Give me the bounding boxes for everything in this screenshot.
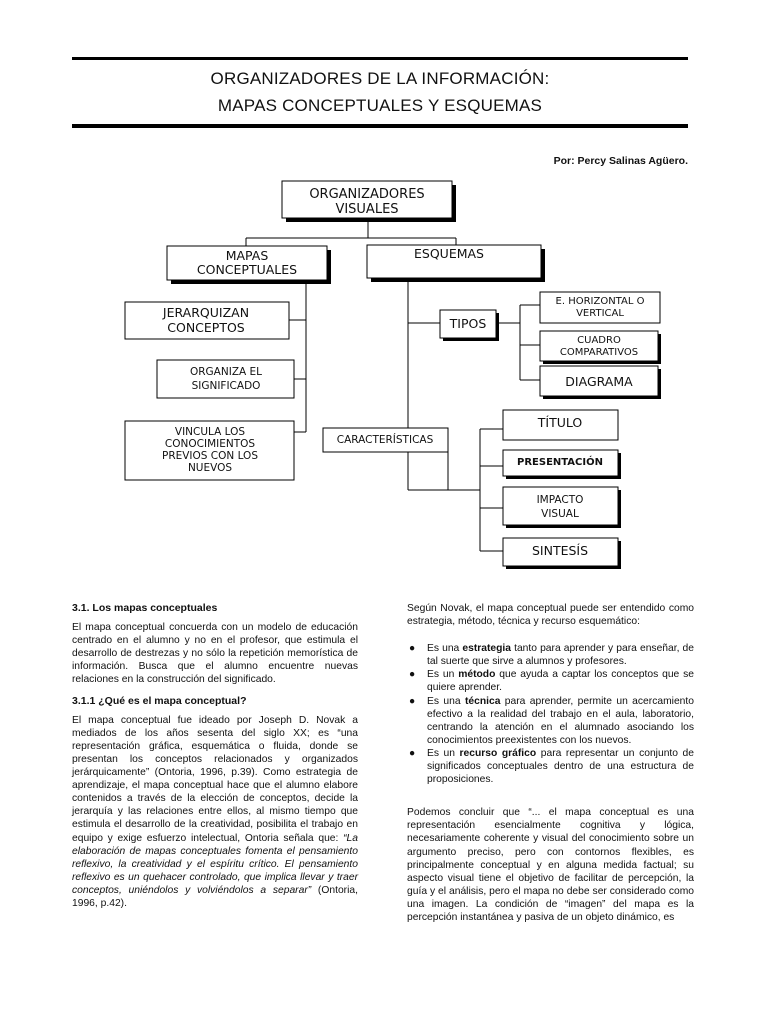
node-presentacion-label: PRESENTACIÓN	[517, 457, 603, 468]
node-horizontal-vertical	[540, 292, 660, 323]
node-impacto-line1: IMPACTO	[536, 494, 584, 506]
bullet-icon: ●	[409, 669, 416, 681]
paragraph-novak	[72, 714, 358, 910]
bullet-list	[407, 642, 694, 786]
left-column	[72, 602, 358, 910]
section-heading-3-1: 3.1. Los mapas conceptuales	[72, 602, 218, 614]
author-credit: Por: Percy Salinas Agüero.	[553, 155, 688, 167]
node-esquemas-label: ESQUEMAS	[414, 246, 484, 261]
paragraph-conclusion: Podemos concluir que “... el mapa conceptual es una representación esencialmente cognitiva y lógica, necesariamente coherente y visual del conocimiento sobre un argumento preciso, pero con contornos flexibles, es principalmente conceptual y en alguna medida factual; su aspecto visual tiene el objetivo de facilitar de percepción, la guía y el análisis, pero el mapa no debe ser considerado como una imagen. La condición de “imagen” del mapa es la percepción instantánea y pasiva de un objeto dinámico, es	[407, 807, 694, 923]
node-vincula-line2: CONOCIMIENTOS	[164, 438, 256, 450]
quote-ontoria: “La elaboración de mapas conceptuales fomenta el pensamiento reflexivo, la creatividad y el espíritu crítico. El pensamiento reflexivo es un quehacer controlado, que implica llevar y traer conceptos, uniéndolos y volviéndolos a separar”	[72, 832, 358, 896]
bullet-icon: ●	[409, 747, 416, 759]
node-mapas-line2: CONCEPTUALES	[196, 262, 298, 277]
node-cuadro-line2: COMPARATIVOS	[559, 347, 639, 358]
node-vincula-conocimientos	[125, 421, 294, 480]
node-vincula-line3: PREVIOS CON LOS	[161, 450, 259, 462]
node-tipos-label: TIPOS	[449, 316, 487, 331]
list-item: ● Es un recurso gráfico para representar un conjunto de significados conceptuales dentro de una estructura de proposiciones.	[409, 747, 694, 786]
node-titulo	[503, 410, 618, 440]
node-jerarquizan-line2: CONCEPTOS	[167, 320, 245, 335]
node-mapas-line1: MAPAS	[225, 248, 269, 263]
list-item: ● Es una técnica para aprender, permite un acercamiento efectivo a la realidad del trabajo en el aula, laboratorio, centrando la atención en el alumnado asociando los conocimientos preexistentes con los nuevos.	[409, 695, 694, 746]
node-caracteristicas	[323, 428, 448, 452]
right-column	[407, 602, 694, 924]
section-heading-3-1-1: 3.1.1 ¿Qué es el mapa conceptual?	[72, 694, 247, 707]
bullet-icon: ●	[409, 695, 416, 707]
page-title-line2: MAPAS CONCEPTUALES Y ESQUEMAS	[217, 96, 543, 115]
node-diagrama	[540, 366, 661, 399]
node-titulo-label: TÍTULO	[537, 415, 583, 430]
node-presentacion	[503, 450, 621, 479]
node-cuadro-comparativos	[540, 331, 661, 364]
node-mapas-conceptuales	[167, 246, 331, 284]
node-jerarquizan-conceptos	[125, 302, 289, 339]
node-esquemas	[367, 245, 545, 282]
node-root-line2: VISUALES	[335, 202, 399, 217]
node-root-line1: ORGANIZADORES	[309, 187, 425, 202]
node-organiza-line1: ORGANIZA EL	[189, 366, 263, 378]
node-impacto-visual	[503, 487, 621, 528]
node-impacto-line2: VISUAL	[541, 508, 579, 520]
quote-reference: (Ontoria, 1996, p.42).	[72, 884, 358, 909]
paragraph-novak-intro: Según Novak, el mapa conceptual puede ser entendido como estrategia, método, técnica y recurso esquemático:	[407, 603, 694, 628]
node-organizadores-visuales	[282, 181, 456, 222]
node-organiza-significado	[157, 360, 294, 398]
node-sintesis	[503, 538, 621, 569]
node-diagrama-label: DIAGRAMA	[565, 374, 633, 389]
page-title-line1: ORGANIZADORES DE LA INFORMACIÓN:	[210, 69, 550, 88]
list-item: ● Es un método que ayuda a captar los conceptos que se quiere aprender.	[409, 669, 695, 694]
node-organiza-line2: SIGNIFICADO	[191, 380, 261, 392]
node-vincula-line1: VINCULA LOS	[174, 426, 246, 438]
node-horizontal-line2: VERTICAL	[576, 308, 624, 319]
node-caracteristicas-label: CARACTERÍSTICAS	[336, 434, 434, 446]
node-tipos	[440, 310, 499, 341]
node-sintesis-label: SINTESÍS	[531, 543, 589, 558]
bullet-icon: ●	[409, 643, 416, 655]
list-item: ● Es una estrategia tanto para aprender y para enseñar, de tal suerte que sirve a alumnos y profesores.	[409, 643, 695, 668]
paragraph-novak-text: El mapa conceptual fue ideado por Joseph D. Novak a mediados de los años sesenta del siglo XX; es “una representación gráfica, esquemática o fluida, donde se presentan los conceptos relacionados y organizados jerárquicamente” (Ontoria, 1996, p.39). Como estrategia de aprendizaje, el mapa conceptual hace que el alumno elabore contenidos a través de la elección de conceptos, decide la jerarquía y las relaciones entre ellos, al mismo tiempo que estimula el desarrollo de la creatividad, posibilita el trabajo en equipo y exige esfuerzo intelectual, Ontoria señala que:	[72, 714, 358, 844]
node-horizontal-line1: E. HORIZONTAL O	[555, 296, 645, 307]
paragraph-intro: El mapa conceptual concuerda con un modelo de educación centrado en el alumno y no en el profesor, que estimula el desarrollo de destrezas y no sólo la repetición memorística de información. Busca que el alumno encuentre nuevas relaciones en la construcción del significado.	[72, 622, 358, 686]
node-cuadro-line1: CUADRO	[577, 335, 621, 346]
node-jerarquizan-line1: JERARQUIZAN	[162, 305, 250, 320]
node-vincula-line4: NUEVOS	[187, 462, 233, 474]
